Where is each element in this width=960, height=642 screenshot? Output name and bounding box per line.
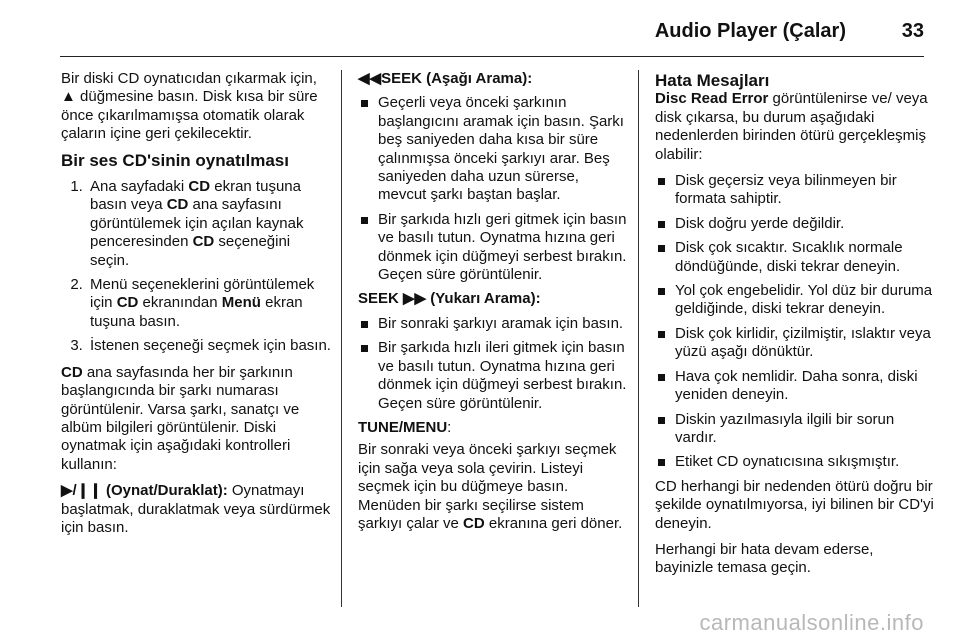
tune-menu-paragraph: Bir sonraki veya önceki şarkıyı seçmek için sağa veya sola çevirin. Listeyi seçmek için bu düğmeye basın. Menüden bir şarkı seçilirse sistem şarkıyı çalar ve CD ekranına geri döner. (358, 441, 623, 532)
seek-forward-icon: ▶▶ (403, 290, 427, 308)
cd-home-paragraph: CD ana sayfasında her bir şarkının başlangıcında bir şarkı numarası görüntülenir. Varsa şarkı, sanatçı ve albüm bilgileri görüntülenir. Diski oynatmak için aşağıdaki kontrolleri kullanın: (61, 363, 300, 473)
seek-down-list (358, 94, 630, 284)
seek-up-heading: SEEK ▶▶ (Yukarı Arama): (358, 290, 541, 308)
step-2: 2. Menü seçeneklerini görüntülemek için CD ekranından Menü ekran tuşuna basın. (87, 276, 333, 331)
list-item: Hava çok nemlidir. Daha sonra, diski yeniden deneyin. (655, 368, 935, 405)
seek-down-heading: ◀◀SEEK (Aşağı Arama): (358, 70, 533, 87)
page-header (60, 0, 924, 56)
contact-dealer-paragraph: Herhangi bir hata devam ederse, bayinizle temasa geçin. (655, 540, 874, 577)
list-item: Disk çok sıcaktır. Sıcaklık normale döndüğünde, diski tekrar deneyin. (655, 239, 935, 276)
list-item: Disk doğru yerde değildir. (655, 215, 935, 233)
page-number: 33 (901, 20, 924, 42)
eject-icon: ▲ (61, 88, 76, 106)
step-1: 1. Ana sayfadaki CD ekran tuşuna basın veya CD ana sayfasını görüntülemek için açılan kaynak penceresinden CD seçeneğini seçin. (87, 178, 333, 270)
list-item: Etiket CD oynatıcısına sıkışmıştır. (655, 453, 935, 471)
list-item: Diskin yazılmasıyla ilgili bir sorun vardır. (655, 411, 935, 448)
list-item: Disk çok kirlidir, çizilmiştir, ıslaktır veya yüzü aşağı dönüktür. (655, 325, 935, 362)
list-item: Bir şarkıda hızlı ileri gitmek için basın ve basılı tutun. Oynatma hızına geri dönmek için düğmeyi serbest bırakın. Geçen süre görüntülenir. (358, 339, 630, 413)
tune-menu-label: TUNE/MENU: (358, 418, 452, 436)
page-title: Audio Player (Çalar) (654, 20, 846, 42)
column-2 (358, 70, 630, 541)
column-1 (61, 70, 333, 545)
error-causes-list (655, 172, 935, 472)
eject-intro: Bir diski CD oynatıcıdan çıkarmak için, ▲ düğmesine basın. Disk kısa bir süre önce çıkarılmamışsa otomatik olarak çaların içine geri çekilecektir. (61, 70, 318, 143)
play-steps-list (61, 178, 333, 356)
list-item: Yol çok engebelidir. Yol düz bir duruma geldiğinde, diski tekrar deneyin. (655, 282, 935, 319)
list-item: Geçerli veya önceki şarkının başlangıcını aramak için basın. Şarkı beş saniyeden daha kısa bir süre çalınmışsa önceki şarkıyı arar. Beş saniyeden daha uzun sürerse, mevcut şarkı baştan başlar. (358, 94, 630, 204)
section-heading-errors: Hata Mesajları (655, 71, 770, 90)
watermark: carmanualsonline.info (699, 610, 924, 635)
known-cd-paragraph: CD herhangi bir nedenden ötürü doğru bir şekilde oynatılmıyorsa, iyi bilinen bir CD'yi deneyin. (655, 477, 934, 532)
column-divider-1 (341, 70, 342, 607)
play-pause-icon: ▶/❙❙ (61, 482, 102, 500)
section-heading-play-cd: Bir ses CD'sinin oynatılması (61, 150, 289, 170)
play-pause-paragraph: ▶/❙❙ (Oynat/Duraklat): Oynatmayı başlatmak, duraklatmak veya sürdürmek için basın. (61, 482, 331, 536)
column-3 (655, 70, 935, 586)
list-item: Bir şarkıda hızlı geri gitmek için basın ve basılı tutun. Oynatma hızına geri dönmek için düğmeyi serbest bırakın. Geçen süre görüntülenir. (358, 211, 630, 285)
seek-up-list (358, 315, 630, 413)
seek-back-icon: ◀◀ (358, 70, 382, 87)
list-item: Bir sonraki şarkıyı aramak için basın. (358, 315, 630, 333)
error-intro: Disc Read Error görüntülenirse ve/ veya disk çıkarsa, bu durum aşağıdaki nedenlerden birinden ötürü gerçekleşmiş olabilir: (655, 90, 928, 163)
header-divider (60, 56, 924, 57)
column-divider-2 (638, 70, 639, 607)
list-item: Disk geçersiz veya bilinmeyen bir formata sahiptir. (655, 172, 935, 209)
step-3: 3. İstenen seçeneği seçmek için basın. (87, 337, 333, 355)
